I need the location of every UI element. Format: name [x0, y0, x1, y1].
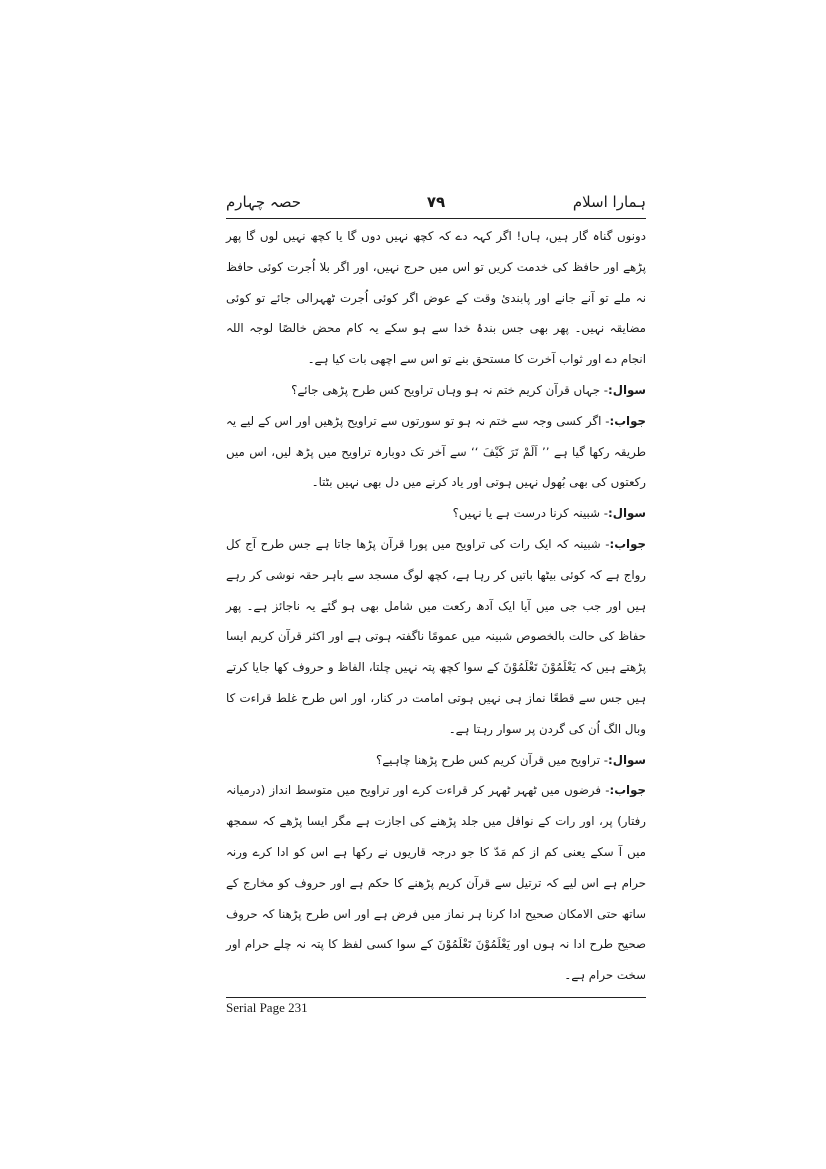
- question: سوال:- تراویح میں قرآن کریم کس طرح پڑھنا چاہیے؟: [376, 752, 646, 767]
- body-text: [226, 219, 646, 991]
- book-title: ہمارا اسلام: [572, 193, 646, 211]
- question-label: سوال:: [608, 752, 646, 767]
- page-content: [226, 188, 646, 1016]
- part-label: حصہ چہارم: [226, 193, 301, 211]
- footer-rule: [226, 997, 646, 998]
- question-label: سوال:: [608, 382, 646, 397]
- answer: جواب:- اگر کسی وجہ سے ختم نہ ہو تو سورتوں سے تراویح پڑھیں اور اس کے لیے یہ طریقہ رکھا گیا ہے ’’ اَلَمْ تَرَ کَيْفَ ‘‘ سے آخر تک دوبارہ تراویح میں پڑھ لیں، اس میں رکعتوں کی بھی بُھول نہیں ہوتی اور یاد کرنے میں دل بھی نہیں بٹتا۔: [226, 413, 646, 490]
- question: سوال:- جہاں قرآن کریم ختم نہ ہو وہاں تراویح کس طرح پڑھی جائے؟: [291, 382, 646, 397]
- serial-page: Serial Page 231: [226, 999, 308, 1015]
- page-number: ۷۹: [426, 193, 446, 211]
- question: سوال:- شبینہ کرنا درست ہے یا نہیں؟: [452, 506, 646, 521]
- answer: جواب:- شبینہ کہ ایک رات کی تراویح میں پورا قرآن پڑھا جاتا ہے جس طرح آج کل رواج ہے کہ کوئی بیٹھا باتیں کر رہا ہے، کچھ لوگ مسجد سے باہر حقہ نوشی کر رہے ہیں اور جب جی میں آیا ایک آدھ رکعت میں شامل بھی ہو گئے یہ ناجائز ہے۔ پھر حفاظ کی حالت بالخصوص شبینہ میں عمومًا ناگفتہ ہوتی ہے اور اکثر قرآن کریم ایسا پڑھتے ہیں کہ يَعْلَمُوْنَ تَعْلَمُوْنَ کے سوا کچھ پتہ نہیں چلتا، الفاظ و حروف کھا جایا کرتے ہیں جس سے قطعًا نماز ہی نہیں ہوتی امامت در کنار، اور اس طرح غلط قراءت کا وبال الگ اُن کی گردن پر سوار رہتا ہے۔: [226, 536, 646, 736]
- answer-label: جواب:: [609, 783, 646, 798]
- running-header: [226, 188, 646, 216]
- answer: جواب:- فرضوں میں ٹھہر ٹھہر کر قراءت کرے اور تراویح میں متوسط انداز (درمیانہ رفتار) پر، اور رات کے نوافل میں جلد پڑھنے کی اجازت ہے مگر ایسا پڑھے کہ سمجھ میں آ سکے یعنی کم از کم مَدّ کا جو درجہ قاریوں نے رکھا ہے اس کو ادا کرے ورنہ حرام ہے اس لیے کہ ترتیل سے قرآن کریم پڑھنے کا حکم ہے اور حروف کو مخارج کے ساتھ حتی الامکان صحیح ادا کرنا ہر نماز میں فرض ہے اور اس طرح پڑھنا کہ حروف صحیح طرح ادا نہ ہوں اور يَعْلَمُوْنَ تَعْلَمُوْنَ کے سوا کسی لفظ کا پتہ نہ چلے حرام اور سخت حرام ہے۔: [226, 783, 646, 983]
- answer-label: جواب:: [609, 413, 646, 428]
- question-label: سوال:: [608, 506, 646, 521]
- paragraph: دونوں گناہ گار ہیں، ہاں! اگر کہہ دے کہ کچھ نہیں دوں گا یا کچھ نہیں لوں گا پھر پڑھے اور حافظ کی خدمت کریں تو اس میں حرج نہیں، اور اگر بلا اُجرت کوئی حافظ نہ ملے تو آنے جانے اور پابندیٔ وقت کے عوض اگر کوئی اُجرت ٹھہرالی جائے تو کوئی مضایقہ نہیں۔ پھر بھی جس بندۂ خدا سے ہو سکے یہ کام محض خالصًا لوجہ اللہ انجام دے اور ثواب آخرت کا مستحق بنے تو اس سے اچھی بات کیا ہے۔: [226, 229, 646, 367]
- answer-label: جواب:: [609, 536, 646, 551]
